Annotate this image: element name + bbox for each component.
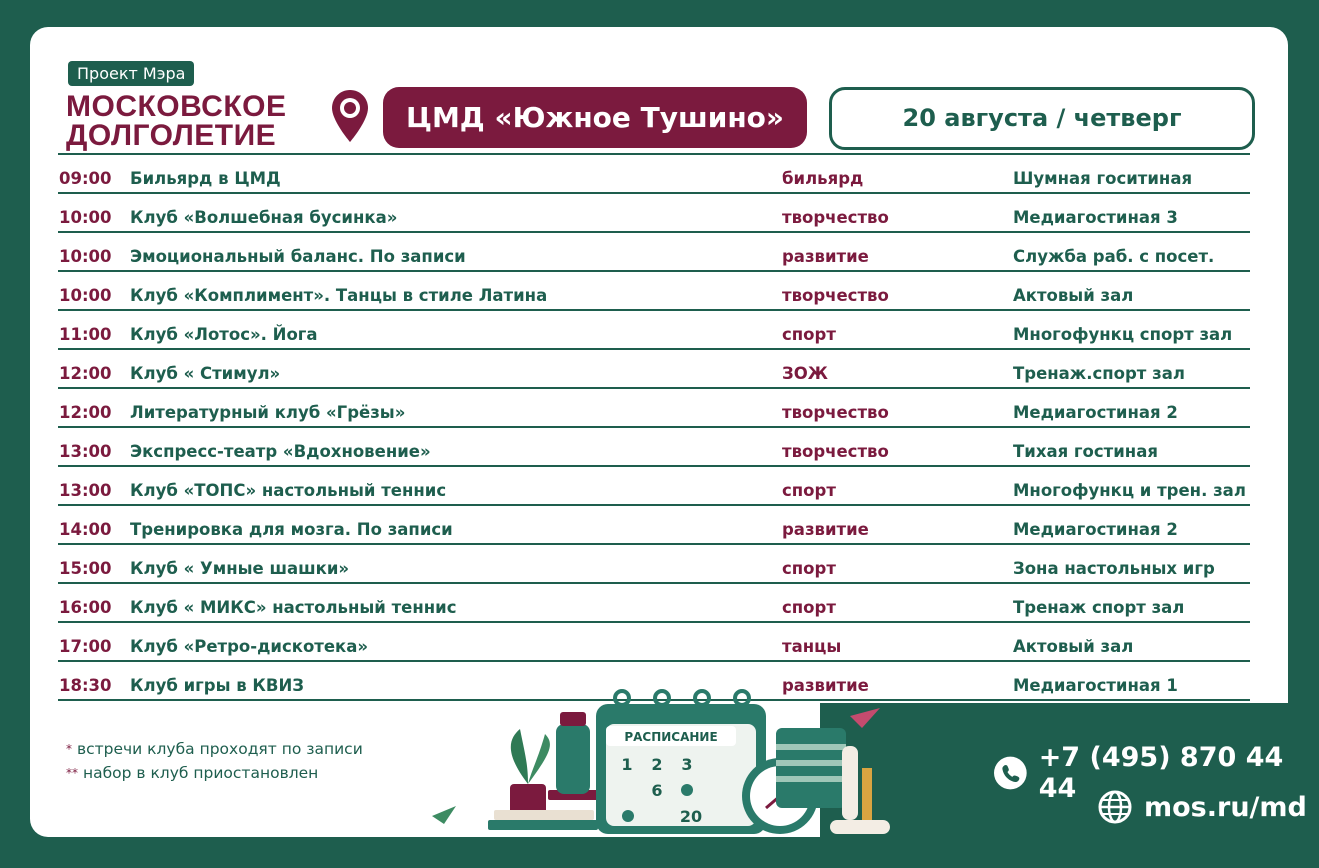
event-title: Клуб « Стимул» xyxy=(130,364,281,383)
footnote-2 xyxy=(66,761,363,785)
event-time: 16:00 xyxy=(59,598,112,617)
event-time: 12:00 xyxy=(59,364,112,383)
event-title: Эмоциональный баланс. По записи xyxy=(130,247,466,266)
event-place: Шумная госитиная xyxy=(1013,169,1193,188)
event-category: развитие xyxy=(782,520,869,539)
marker xyxy=(842,746,858,820)
footnote-mark: * xyxy=(66,742,72,756)
event-title: Клуб «Лотос». Йога xyxy=(130,325,318,344)
calendar-cell: 20 xyxy=(679,807,703,826)
schedule-row xyxy=(58,350,1250,389)
event-category: творчество xyxy=(782,442,889,461)
schedule-row xyxy=(58,233,1250,272)
event-category: ЗОЖ xyxy=(782,364,828,383)
paper-plane-icon xyxy=(432,806,456,824)
event-category: творчество xyxy=(782,403,889,422)
event-place: Актовый зал xyxy=(1013,637,1134,656)
footnote-mark: ** xyxy=(66,766,78,780)
calendar-cell: 3 xyxy=(681,755,693,774)
event-time: 13:00 xyxy=(59,442,112,461)
event-place: Медиагостиная 2 xyxy=(1013,520,1178,539)
event-place: Медиагостиная 2 xyxy=(1013,403,1178,422)
event-title: Тренировка для мозга. По записи xyxy=(130,520,453,539)
calendar-cell: 1 xyxy=(621,755,633,774)
event-category: спорт xyxy=(782,481,836,500)
logo-line-1: МОСКОВСКОЕ xyxy=(66,90,287,123)
event-place: Тихая гостиная xyxy=(1013,442,1158,461)
event-title: Бильярд в ЦМД xyxy=(130,169,281,188)
schedule-row xyxy=(58,545,1250,584)
event-place: Медиагостиная 1 xyxy=(1013,676,1178,695)
event-category: танцы xyxy=(782,637,842,656)
globe-icon xyxy=(1098,790,1132,824)
event-time: 10:00 xyxy=(59,208,112,227)
calendar-cell: 6 xyxy=(651,781,663,800)
event-title: Клуб «Волшебная бусинка» xyxy=(130,208,398,227)
event-category: спорт xyxy=(782,559,836,578)
plant-leaf xyxy=(528,734,550,784)
schedule-illustration xyxy=(410,684,910,840)
schedule-row xyxy=(58,428,1250,467)
event-title: Клуб « МИКС» настольный теннис xyxy=(130,598,457,617)
schedule-row xyxy=(58,389,1250,428)
event-time: 12:00 xyxy=(59,403,112,422)
event-time: 17:00 xyxy=(59,637,112,656)
book xyxy=(488,820,598,830)
event-place: Тренаж спорт зал xyxy=(1013,598,1185,617)
event-time: 11:00 xyxy=(59,325,112,344)
event-time: 15:00 xyxy=(59,559,112,578)
event-category: развитие xyxy=(782,247,869,266)
event-date: 20 августа / четверг xyxy=(829,87,1255,150)
event-place: Актовый зал xyxy=(1013,286,1134,305)
event-category: творчество xyxy=(782,208,889,227)
project-badge: Проект Мэра xyxy=(68,61,194,86)
schedule-row xyxy=(58,155,1250,194)
schedule-row xyxy=(58,584,1250,623)
event-time: 10:00 xyxy=(59,286,112,305)
bottle-cap xyxy=(560,712,586,726)
website-link[interactable]: mos.ru/md xyxy=(1144,791,1307,823)
logo xyxy=(66,92,286,150)
pencil-icon xyxy=(862,768,872,824)
venue-title: ЦМД «Южное Тушино» xyxy=(383,87,807,148)
event-category: бильярд xyxy=(782,169,864,188)
event-title: Клуб « Умные шашки» xyxy=(130,559,350,578)
schedule-row xyxy=(58,194,1250,233)
event-title: Клуб «Комплимент». Танцы в стиле Латина xyxy=(130,286,548,305)
footnote-1 xyxy=(66,737,363,761)
contact-site xyxy=(1098,790,1307,824)
event-place: Зона настольных игр xyxy=(1013,559,1215,578)
event-place: Тренаж.спорт зал xyxy=(1013,364,1185,383)
event-title: Экспресс-театр «Вдохновение» xyxy=(130,442,431,461)
calendar-title: РАСПИСАНИЕ xyxy=(624,730,718,744)
event-title: Клуб «Ретро-дискотека» xyxy=(130,637,369,656)
event-time: 13:00 xyxy=(59,481,112,500)
schedule-row xyxy=(58,623,1250,662)
logo-line-2: ДОЛГОЛЕТИЕ xyxy=(66,119,277,152)
calendar-cell: 2 xyxy=(651,755,663,774)
event-place: Медиагостиная 3 xyxy=(1013,208,1178,227)
event-time: 14:00 xyxy=(59,520,112,539)
event-category: спорт xyxy=(782,325,836,344)
event-place: Многофункц и трен. зал xyxy=(1013,481,1246,500)
bottle xyxy=(556,724,590,794)
schedule-row xyxy=(58,467,1250,506)
phone-number[interactable]: +7 (495) 870 44 44 xyxy=(1038,742,1284,804)
event-title: Клуб игры в КВИЗ xyxy=(130,676,305,695)
event-time: 09:00 xyxy=(59,169,112,188)
paper-plane-icon xyxy=(850,708,880,728)
event-place: Многофункц спорт зал xyxy=(1013,325,1233,344)
event-title: Клуб «ТОПС» настольный теннис xyxy=(130,481,447,500)
book xyxy=(494,810,594,820)
event-title: Литературный клуб «Грёзы» xyxy=(130,403,406,422)
schedule-row xyxy=(58,272,1250,311)
event-place: Служба раб. с посет. xyxy=(1013,247,1215,266)
event-time: 10:00 xyxy=(59,247,112,266)
event-time: 18:30 xyxy=(59,676,112,695)
footnotes xyxy=(66,737,363,785)
map-pin-icon xyxy=(330,88,370,144)
phone-icon xyxy=(994,756,1027,790)
jar xyxy=(776,728,846,808)
event-category: спорт xyxy=(782,598,836,617)
schedule-row xyxy=(58,506,1250,545)
schedule-row xyxy=(58,311,1250,350)
event-category: творчество xyxy=(782,286,889,305)
event-category: развитие xyxy=(782,676,869,695)
footnote-text: встречи клуба проходят по записи xyxy=(76,740,363,758)
schedule-table xyxy=(58,153,1250,701)
plant-leaf xyxy=(511,729,528,784)
footnote-text: набор в клуб приостановлен xyxy=(82,764,319,782)
